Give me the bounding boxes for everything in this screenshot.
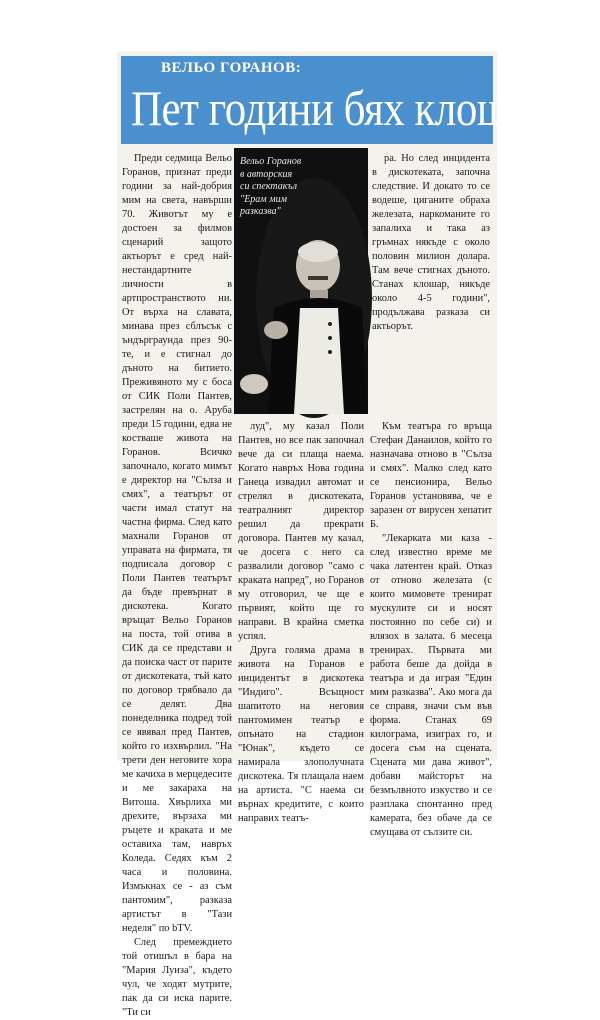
column-3-paragraph-3: "Лекарката ми каза - след известно време ме чака латентен край. Отказ от отново железата (с които мимовете тренират мускулите си и носят постоянно по себе си) и влязох в залата. 6 месеца тренирах. Първата ми работа беше да дойда в театъра и да играя "Един мим разказва". Ако мога да се справя, значи съм във форма. Станах 69 килограма, изиграх го, и досега съм на сцената. Сцената ми дава живот", добави майсторът на безмълвното изкуство и се разплака спонтанно пред камерата, без обаче да се смущава от сълзите си.: [370, 533, 492, 838]
photo-caption: Вельо Горанов в авторския си спектакъл "Ерам мим разказва": [240, 156, 302, 217]
column-1-paragraph: Преди седмица Вельо Горанов, признат преди години за най-добрия мим на света, навърши 70. Животът му е достоен за филмов сценарий защото актьорът е сред най-нестандартните личности в артпространството ни. От върха на славата, минава през сблъсък с ъндърграунда през 90-те, и е стигнал до дъното на битието. Преживяното му с боса от СИК Поли Пантев, застрелян на о. Аруба преди 15 години, едва не костваше живота на Горанов. Всичко започнало, когато мимът е директор на "Сълза и смях", а театърът от части имал статут на частна фирма. След като махнали Горанов от управата на фирмата, тя подписала договор с Поли Пантев театърът да бъде превърнат в дискотека. Когато връщат Вельо Горанов на поста, той отива в СИК да се представи и да поиска част от парите от дискотеката, тъй като по договор трябвало да се делят. Два понеделника подред той се явявал пред Пантев, който го изхвърлил. "На трети ден неговите хора ме качиха в мерцедесите и ме закараха на Витоша. Хвърлиха ми дрехите, вързаха ми ръцете и краката и ме оставиха там, навръх Коледа. Седях към 2 часа и половина. Измъкнах се - аз съм пантомим", разказа артистът в "Тази неделя" по bTV.: [122, 153, 232, 934]
article-column-3-top: [372, 152, 490, 408]
article-headline: Пет години бях клошар: [131, 82, 550, 137]
column-3-top-paragraph: ра. Но след инцидента в дискотеката, започна следствие. И докато то се водеше, циганите обраха железата, наркоманите го запалиха и така аз гръмнах някъде с около половин милион долара. Там вече стигнах дъното. Станах клошар, някъде около 4-5 години", продължава разказа си актьорът.: [372, 153, 490, 332]
article-column-1: [122, 152, 232, 1018]
column-1-paragraph-2: След премеждието той отишъл в бара на "Мария Луиза", където чул, че ходят мутрите, пак да си иска парите. "Ти си: [122, 937, 232, 1018]
article-photo: [234, 148, 368, 414]
article-column-3-bottom: [370, 420, 492, 838]
headline-band: [121, 56, 550, 144]
column-2-paragraph: луд", му казал Поли Пантев, но все пак започнал вече да си плаща наема. Когато навръх Нова година Ганеца извадил автомат и стрелял в дискотеката, театралният директор решил да прекрати договора. Пантев му казал, че досега с него са развалили договор "само с краката напред", но Горанов му отговорил, че ще е първият, който ще го направи. В крайна сметка успял.: [238, 421, 364, 642]
newspaper-clipping: [118, 52, 550, 1018]
article-column-2: [238, 420, 364, 824]
column-2-paragraph-2: Друга голяма драма в живота на Горанов е инцидентът в дискотека "Индиго". Всъщност шапитото на неговия пантомимен театър е опънато на стадион "Юнак", където се намирала злополучната дискотека. Тя плащала наем на артиста. "С наема си върнах кредитите, с които направих театъ-: [238, 645, 364, 824]
article-kicker: ВЕЛЬО ГОРАНОВ:: [161, 60, 302, 76]
column-3-paragraph-2: Към театъра го връща Стефан Данаилов, който го назначава отново в "Сълза и смях". Малко след като се пенсионира, Вельо Горанов установява, че е заразен от вирусен хепатит Б.: [370, 421, 492, 530]
